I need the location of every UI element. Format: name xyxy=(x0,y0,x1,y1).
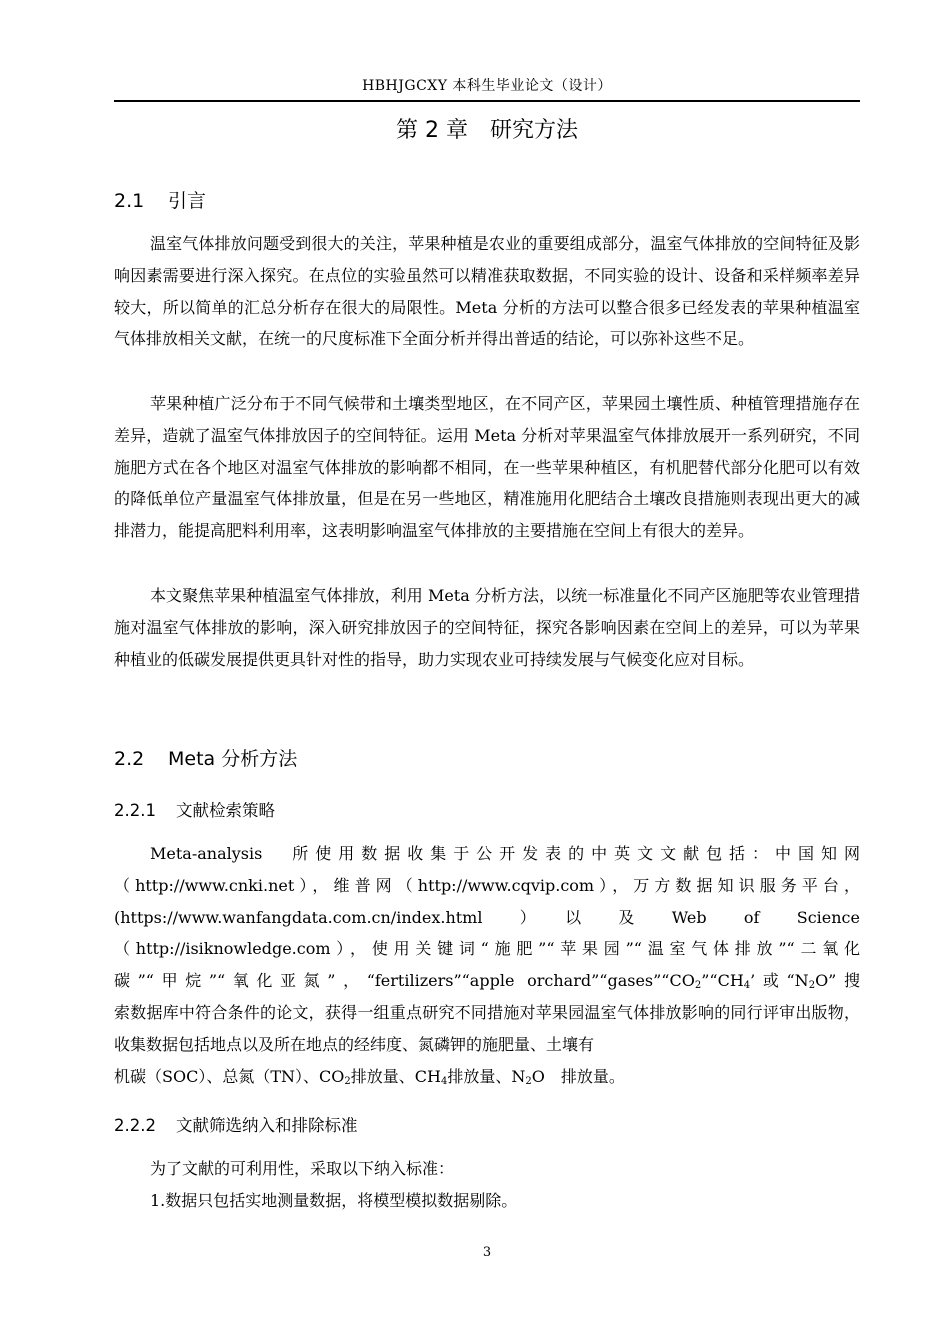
paragraph-intro-2: 苹果种植广泛分布于不同气候带和土壤类型地区，在不同产区，苹果园土壤性质、种植管理措施存在差异，造就了温室气体排放因子的空间特征。运用 Meta 分析对苹果温室气体排放展开一系列研究，不同施肥方式在各个地区对温室气体排放的影响都不相同，在一些苹果种植区，有机肥替代部分化肥可以有效的降低单位产量温室气体排放量，但是在另一些地区，精准施用化肥结合土壤改良措施则表现出更大的减排潜力，能提高肥料利用率，这表明影响温室气体排放的主要措施在空间上有很大的差异。 xyxy=(114,394,860,541)
text-line xyxy=(114,965,860,997)
text-fragment: 碳”“甲烷”“氧化亚氮”，“fertilizers”“apple orchard”“gases”“CO xyxy=(114,971,695,991)
paragraph-intro-1: 温室气体排放问题受到很大的关注，苹果种植是农业的重要组成部分，温室气体排放的空间特征及影响因素需要进行深入探究。在点位的实验虽然可以精准获取数据，不同实验的设计、设备和采样频率差异较大，所以简单的汇总分析存在很大的局限性。Meta 分析的方法可以整合很多已经发表的苹果种植温室气体排放相关文献，在统一的尺度标准下全面分析并得出普适的结论，可以弥补这些不足。 xyxy=(114,234,860,349)
subsection-number: 2.2.2 xyxy=(114,1116,156,1135)
subscript: 4 xyxy=(743,980,751,992)
text-fragment: 排放量、CH xyxy=(350,1066,441,1086)
text-line: (https://www.wanfangdata.com.cn/index.html ） 以 及 Web of Science xyxy=(114,907,860,927)
subsection-number: 2.2.1 xyxy=(114,801,156,820)
text-fragment: 机碳（SOC）、总氮（TN）、CO xyxy=(114,1066,345,1086)
running-header: HBHJGCXY 本科生毕业论文（设计） xyxy=(362,78,612,94)
subscript: 2 xyxy=(808,980,816,992)
text-fragment: O 排放量。 xyxy=(531,1066,625,1086)
subsection-title: 文献筛选纳入和排除标准 xyxy=(176,1116,358,1135)
subscript: 2 xyxy=(344,1075,351,1087)
subsection-heading-2-2-2 xyxy=(114,1112,358,1140)
text-line xyxy=(114,1061,860,1093)
subscript: 2 xyxy=(694,980,702,992)
paragraph-intro-3: 本文聚焦苹果种植温室气体排放，利用 Meta 分析方法，以统一标准量化不同产区施肥等农业管理措施对温室气体排放的影响，深入研究排放因子的空间特征，探究各影响因素在空间上的差异，可以为苹果种植业的低碳发展提供更具针对性的指导，助力实现农业可持续发展与气候变化应对目标。 xyxy=(114,586,860,669)
text-fragment: ’或“N xyxy=(750,971,809,991)
page-number: 3 xyxy=(482,1245,492,1260)
subscript: 2 xyxy=(525,1075,532,1087)
paragraph-inclusion-criterion-1: 1.数据只包括实地测量数据，将模型模拟数据剔除。 xyxy=(150,1191,518,1210)
section-heading-2-1 xyxy=(114,186,206,216)
text-fragment: O”搜 xyxy=(815,971,860,991)
section-number: 2.2 xyxy=(114,748,145,770)
section-title: Meta 分析方法 xyxy=(168,748,298,770)
chapter-title: 第 2 章 研究方法 xyxy=(396,118,578,143)
text-line: Meta-analysis 所使用数据收集于公开发表的中英文文献包括：中国知网 xyxy=(150,844,860,863)
section-number: 2.1 xyxy=(114,190,145,212)
paragraph-inclusion-intro: 为了文献的可利用性，采取以下纳入标准： xyxy=(150,1159,455,1178)
header-rule xyxy=(114,100,860,102)
section-title: 引言 xyxy=(168,190,207,212)
text-line: （http://isiknowledge.com），使用关键词“施肥”“苹果园”“温室气体排放”“二氧化 xyxy=(114,939,860,959)
subsection-title: 文献检索策略 xyxy=(176,801,275,820)
subsection-heading-2-2-1 xyxy=(114,797,275,825)
section-heading-2-2 xyxy=(114,744,297,774)
text-fragment: ”“CH xyxy=(701,971,744,991)
text-fragment: 排放量、N xyxy=(447,1066,526,1086)
text-line: 索数据库中符合条件的论文，获得一组重点研究不同措施对苹果园温室气体排放影响的同行评审出版物，收集数据包括地点以及所在地点的经纬度、氮磷钾的施肥量、土壤有 xyxy=(114,1002,860,1054)
paragraph-search-strategy xyxy=(114,838,860,1092)
text-line: （http://www.cnki.net），维普网（http://www.cqvip.com），万方数据知识服务平台， xyxy=(114,875,860,895)
subscript: 4 xyxy=(440,1075,448,1087)
